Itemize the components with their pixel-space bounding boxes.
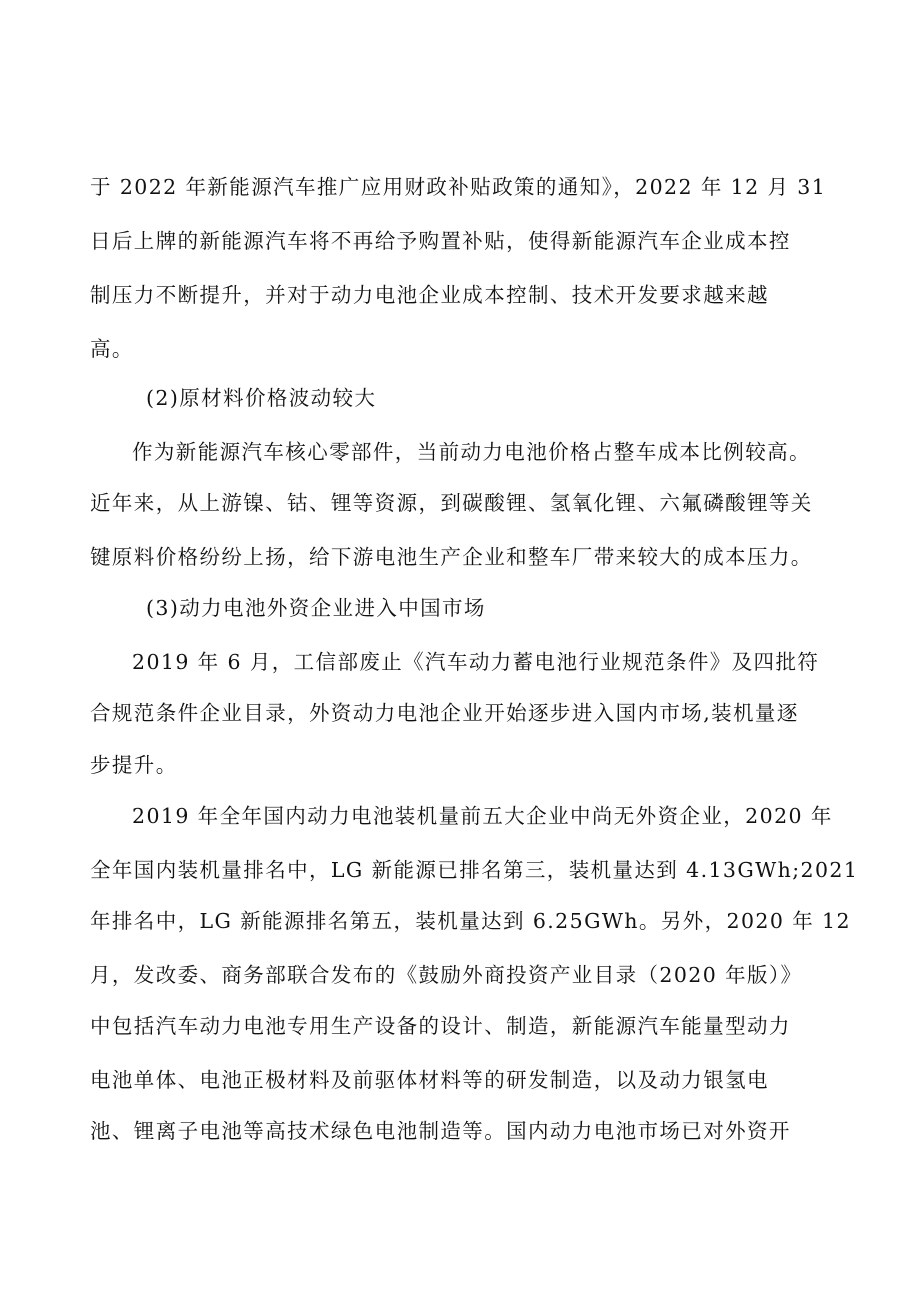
text-line: 日后上牌的新能源汽车将不再给予购置补贴，使得新能源汽车企业成本控 bbox=[90, 229, 791, 253]
text-line: 键原料价格纷纷上扬，给下游电池生产企业和整车厂带来较大的成本压力。 bbox=[90, 545, 813, 569]
section-heading: (2)原材料价格波动较大 bbox=[146, 386, 377, 410]
text-line: 中包括汽车动力电池专用生产设备的设计、制造，新能源汽车能量型动力 bbox=[90, 1014, 791, 1038]
text-line: 近年来，从上游镍、钴、锂等资源，到碳酸锂、氢氧化锂、六氟磷酸锂等关 bbox=[90, 491, 813, 515]
text-line: 电池单体、电池正极材料及前驱体材料等的研发制造，以及动力银氢电 bbox=[90, 1068, 769, 1092]
text-line: 合规范条件企业目录，外资动力电池企业开始逐步进入国内市场,装机量逐 bbox=[90, 701, 799, 725]
text-line: 作为新能源汽车核心零部件，当前动力电池价格占整车成本比例较高。 bbox=[132, 440, 811, 464]
text-line: 高。 bbox=[90, 337, 134, 361]
text-line: 全年国内装机量排名中，LG 新能源已排名第三，装机量达到 4.13GWh;2021 bbox=[90, 858, 859, 882]
text-line: 池、锂离子电池等高技术绿色电池制造等。国内动力电池市场已对外资开 bbox=[90, 1119, 791, 1143]
text-line: 于 2022 年新能源汽车推广应用财政补贴政策的通知》，2022 年 12 月 31 bbox=[90, 175, 827, 199]
text-line: 2019 年 6 月，工信部废止《汽车动力蓄电池行业规范条件》及四批符 bbox=[132, 650, 820, 674]
text-line: 2019 年全年国内动力电池装机量前五大企业中尚无外资企业，2020 年 bbox=[132, 804, 833, 828]
text-line: 月，发改委、商务部联合发布的《鼓励外商投资产业目录（2020 年版）》 bbox=[90, 963, 803, 987]
section-heading: (3)动力电池外资企业进入中国市场 bbox=[146, 596, 486, 620]
text-line: 步提升。 bbox=[90, 753, 178, 777]
text-line: 制压力不断提升，并对于动力电池企业成本控制、技术开发要求越来越 bbox=[90, 283, 769, 307]
text-line: 年排名中，LG 新能源排名第五，装机量达到 6.25GWh。另外，2020 年 12 bbox=[90, 909, 851, 933]
